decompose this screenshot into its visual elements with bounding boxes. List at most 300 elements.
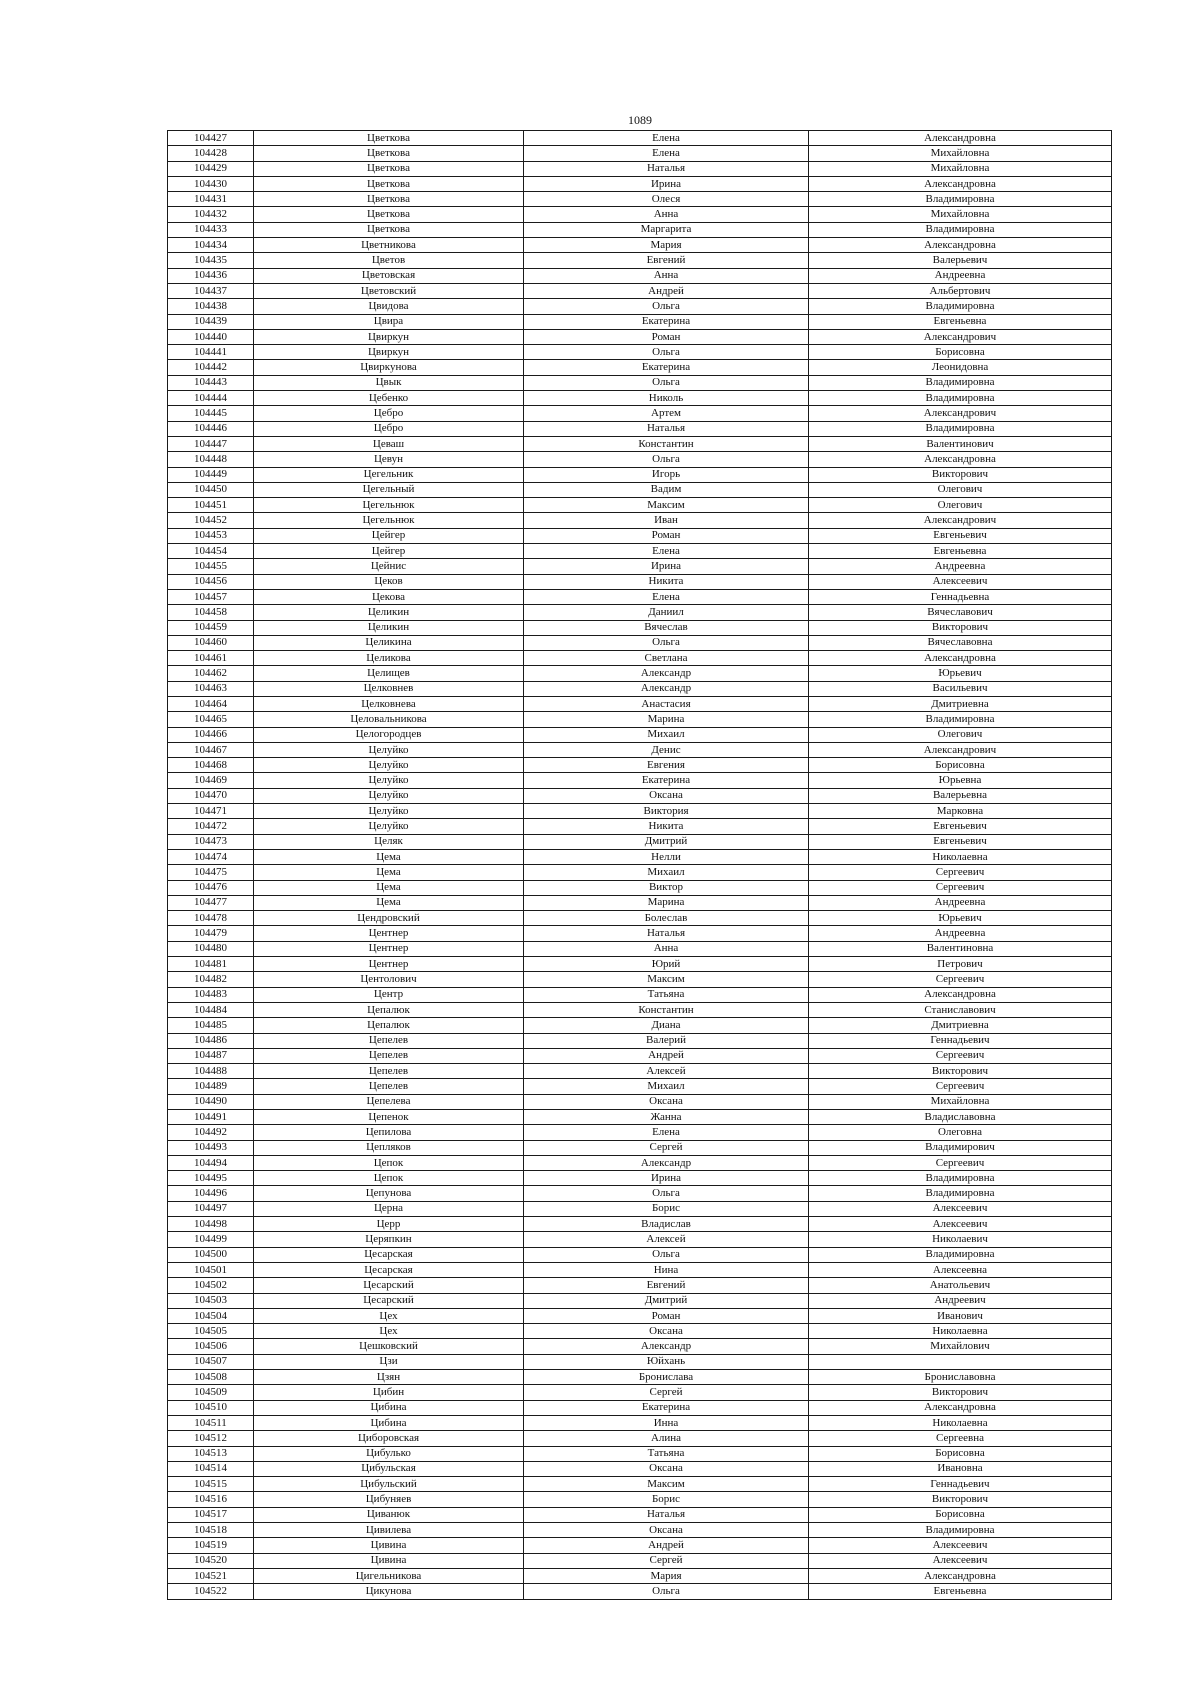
table-row [168, 452, 1112, 467]
table-row [168, 1201, 1112, 1216]
table-row [168, 1308, 1112, 1323]
last-name-cell: Цейнис [254, 559, 524, 574]
table-row [168, 192, 1112, 207]
patronymic-cell: Валентиновна [809, 941, 1112, 956]
last-name-cell: Целогородцев [254, 727, 524, 742]
patronymic-cell: Александровна [809, 176, 1112, 191]
record-id-cell: 104462 [168, 666, 254, 681]
table-row [168, 666, 1112, 681]
record-id-cell: 104515 [168, 1477, 254, 1492]
record-id-cell: 104465 [168, 712, 254, 727]
first-name-cell: Владислав [524, 1217, 809, 1232]
last-name-cell: Цибина [254, 1400, 524, 1415]
table-row [168, 1370, 1112, 1385]
record-id-cell: 104473 [168, 834, 254, 849]
patronymic-cell: Евгеньевна [809, 1584, 1112, 1599]
record-id-cell: 104508 [168, 1370, 254, 1385]
patronymic-cell: Николаевич [809, 1232, 1112, 1247]
record-id-cell: 104486 [168, 1033, 254, 1048]
table-row [168, 1461, 1112, 1476]
record-id-cell: 104447 [168, 436, 254, 451]
first-name-cell: Болеслав [524, 911, 809, 926]
table-row [168, 1140, 1112, 1155]
last-name-cell: Цвидова [254, 299, 524, 314]
table-row [168, 314, 1112, 329]
record-id-cell: 104499 [168, 1232, 254, 1247]
first-name-cell: Алина [524, 1431, 809, 1446]
first-name-cell: Мария [524, 238, 809, 253]
first-name-cell: Константин [524, 1002, 809, 1017]
first-name-cell: Иван [524, 513, 809, 528]
table-row [168, 283, 1112, 298]
last-name-cell: Цибульский [254, 1477, 524, 1492]
last-name-cell: Цветкова [254, 131, 524, 146]
last-name-cell: Цема [254, 895, 524, 910]
record-id-cell: 104463 [168, 681, 254, 696]
table-row [168, 1110, 1112, 1125]
record-id-cell: 104495 [168, 1171, 254, 1186]
last-name-cell: Целикова [254, 651, 524, 666]
patronymic-cell: Васильевич [809, 681, 1112, 696]
table-row [168, 467, 1112, 482]
patronymic-cell: Сергеевна [809, 1431, 1112, 1446]
first-name-cell: Игорь [524, 467, 809, 482]
first-name-cell: Роман [524, 528, 809, 543]
record-id-cell: 104466 [168, 727, 254, 742]
patronymic-cell: Сергеевич [809, 1079, 1112, 1094]
table-row [168, 589, 1112, 604]
record-id-cell: 104432 [168, 207, 254, 222]
patronymic-cell: Владимировна [809, 391, 1112, 406]
last-name-cell: Цема [254, 849, 524, 864]
last-name-cell: Цибулько [254, 1446, 524, 1461]
first-name-cell: Максим [524, 972, 809, 987]
first-name-cell: Жанна [524, 1110, 809, 1125]
last-name-cell: Целикин [254, 605, 524, 620]
first-name-cell: Елена [524, 1125, 809, 1140]
record-id-cell: 104488 [168, 1064, 254, 1079]
last-name-cell: Цех [254, 1308, 524, 1323]
last-name-cell: Цешковский [254, 1339, 524, 1354]
table-row [168, 880, 1112, 895]
table-row [168, 268, 1112, 283]
first-name-cell: Елена [524, 131, 809, 146]
first-name-cell: Максим [524, 1477, 809, 1492]
table-row [168, 421, 1112, 436]
patronymic-cell: Алексеевич [809, 574, 1112, 589]
patronymic-cell: Сергеевич [809, 972, 1112, 987]
record-id-cell: 104479 [168, 926, 254, 941]
patronymic-cell: Викторович [809, 1064, 1112, 1079]
table-row [168, 635, 1112, 650]
table-row [168, 574, 1112, 589]
record-id-cell: 104480 [168, 941, 254, 956]
table-row [168, 360, 1112, 375]
record-id-cell: 104429 [168, 161, 254, 176]
last-name-cell: Цепок [254, 1155, 524, 1170]
first-name-cell: Наталья [524, 1507, 809, 1522]
patronymic-cell: Владимировна [809, 421, 1112, 436]
last-name-cell: Цейгер [254, 528, 524, 543]
table-row [168, 1431, 1112, 1446]
record-id-cell: 104442 [168, 360, 254, 375]
record-id-cell: 104516 [168, 1492, 254, 1507]
first-name-cell: Вадим [524, 482, 809, 497]
patronymic-cell: Александровна [809, 1568, 1112, 1583]
first-name-cell: Даниил [524, 605, 809, 620]
last-name-cell: Цегельный [254, 482, 524, 497]
record-id-cell: 104503 [168, 1293, 254, 1308]
last-name-cell: Цвиркун [254, 329, 524, 344]
first-name-cell: Михаил [524, 1079, 809, 1094]
table-row [168, 819, 1112, 834]
first-name-cell: Александр [524, 681, 809, 696]
patronymic-cell: Сергеевич [809, 865, 1112, 880]
patronymic-cell: Станиславович [809, 1002, 1112, 1017]
table-row [168, 742, 1112, 757]
first-name-cell: Денис [524, 742, 809, 757]
first-name-cell: Анна [524, 268, 809, 283]
record-id-cell: 104509 [168, 1385, 254, 1400]
last-name-cell: Цветкова [254, 222, 524, 237]
last-name-cell: Цветовская [254, 268, 524, 283]
table-row [168, 222, 1112, 237]
record-id-cell: 104518 [168, 1523, 254, 1538]
last-name-cell: Цвиркун [254, 345, 524, 360]
record-id-cell: 104452 [168, 513, 254, 528]
patronymic-cell: Евгеньевич [809, 834, 1112, 849]
first-name-cell: Борис [524, 1492, 809, 1507]
record-id-cell: 104454 [168, 544, 254, 559]
record-id-cell: 104500 [168, 1247, 254, 1262]
last-name-cell: Центнер [254, 941, 524, 956]
record-id-cell: 104490 [168, 1094, 254, 1109]
last-name-cell: Целикин [254, 620, 524, 635]
table-row [168, 1523, 1112, 1538]
record-id-cell: 104506 [168, 1339, 254, 1354]
table-row [168, 1446, 1112, 1461]
last-name-cell: Цегельнюк [254, 513, 524, 528]
table-row [168, 773, 1112, 788]
record-id-cell: 104453 [168, 528, 254, 543]
patronymic-cell: Викторович [809, 467, 1112, 482]
patronymic-cell: Андреевич [809, 1293, 1112, 1308]
first-name-cell: Екатерина [524, 314, 809, 329]
registry-table [167, 130, 1112, 1600]
patronymic-cell: Николаевна [809, 1324, 1112, 1339]
record-id-cell: 104449 [168, 467, 254, 482]
table-row [168, 161, 1112, 176]
patronymic-cell: Алексеевна [809, 1262, 1112, 1277]
record-id-cell: 104474 [168, 849, 254, 864]
record-id-cell: 104448 [168, 452, 254, 467]
table-row [168, 345, 1112, 360]
first-name-cell: Андрей [524, 1048, 809, 1063]
table-row [168, 253, 1112, 268]
record-id-cell: 104467 [168, 742, 254, 757]
table-row [168, 620, 1112, 635]
table-row [168, 865, 1112, 880]
last-name-cell: Цесарский [254, 1293, 524, 1308]
table-row [168, 1293, 1112, 1308]
patronymic-cell: Дмитриевна [809, 696, 1112, 711]
first-name-cell: Андрей [524, 1538, 809, 1553]
record-id-cell: 104501 [168, 1262, 254, 1277]
patronymic-cell [809, 1354, 1112, 1369]
patronymic-cell: Борисовна [809, 345, 1112, 360]
last-name-cell: Церна [254, 1201, 524, 1216]
first-name-cell: Оксана [524, 1461, 809, 1476]
last-name-cell: Цепок [254, 1171, 524, 1186]
first-name-cell: Евгений [524, 253, 809, 268]
table-row [168, 972, 1112, 987]
table-row [168, 528, 1112, 543]
patronymic-cell: Олегович [809, 727, 1112, 742]
record-id-cell: 104438 [168, 299, 254, 314]
record-id-cell: 104507 [168, 1354, 254, 1369]
patronymic-cell: Александровна [809, 1400, 1112, 1415]
last-name-cell: Цзи [254, 1354, 524, 1369]
table-row [168, 1232, 1112, 1247]
record-id-cell: 104476 [168, 880, 254, 895]
record-id-cell: 104504 [168, 1308, 254, 1323]
record-id-cell: 104521 [168, 1568, 254, 1583]
last-name-cell: Цвиркунова [254, 360, 524, 375]
table-row [168, 482, 1112, 497]
first-name-cell: Инна [524, 1415, 809, 1430]
patronymic-cell: Владимировна [809, 192, 1112, 207]
last-name-cell: Цегельнюк [254, 498, 524, 513]
first-name-cell: Ольга [524, 345, 809, 360]
patronymic-cell: Геннадьевна [809, 589, 1112, 604]
first-name-cell: Артем [524, 406, 809, 421]
patronymic-cell: Михайловна [809, 207, 1112, 222]
table-row [168, 1262, 1112, 1277]
patronymic-cell: Алексеевич [809, 1538, 1112, 1553]
patronymic-cell: Петрович [809, 957, 1112, 972]
first-name-cell: Александр [524, 1155, 809, 1170]
last-name-cell: Цепилова [254, 1125, 524, 1140]
first-name-cell: Евгений [524, 1278, 809, 1293]
patronymic-cell: Борисовна [809, 1507, 1112, 1522]
patronymic-cell: Борисовна [809, 758, 1112, 773]
table-row [168, 957, 1112, 972]
record-id-cell: 104434 [168, 238, 254, 253]
last-name-cell: Цепенок [254, 1110, 524, 1125]
last-name-cell: Цепалюк [254, 1002, 524, 1017]
last-name-cell: Цепелева [254, 1094, 524, 1109]
record-id-cell: 104513 [168, 1446, 254, 1461]
table-row [168, 1553, 1112, 1568]
table-row [168, 941, 1112, 956]
last-name-cell: Циванюк [254, 1507, 524, 1522]
patronymic-cell: Александрович [809, 513, 1112, 528]
patronymic-cell: Андреевна [809, 926, 1112, 941]
patronymic-cell: Владимировна [809, 1171, 1112, 1186]
first-name-cell: Евгения [524, 758, 809, 773]
first-name-cell: Дмитрий [524, 1293, 809, 1308]
table-row [168, 1339, 1112, 1354]
first-name-cell: Александр [524, 1339, 809, 1354]
record-id-cell: 104487 [168, 1048, 254, 1063]
record-id-cell: 104497 [168, 1201, 254, 1216]
first-name-cell: Татьяна [524, 1446, 809, 1461]
last-name-cell: Целуйко [254, 773, 524, 788]
last-name-cell: Цивина [254, 1553, 524, 1568]
table-row [168, 238, 1112, 253]
first-name-cell: Анна [524, 941, 809, 956]
last-name-cell: Цепелев [254, 1079, 524, 1094]
first-name-cell: Нина [524, 1262, 809, 1277]
first-name-cell: Ирина [524, 176, 809, 191]
patronymic-cell: Владимировна [809, 222, 1112, 237]
table-row [168, 1492, 1112, 1507]
table-row [168, 1186, 1112, 1201]
table-row [168, 1538, 1112, 1553]
patronymic-cell: Анатольевич [809, 1278, 1112, 1293]
patronymic-cell: Михайловна [809, 161, 1112, 176]
last-name-cell: Цебро [254, 406, 524, 421]
last-name-cell: Цепалюк [254, 1018, 524, 1033]
last-name-cell: Цибуняев [254, 1492, 524, 1507]
first-name-cell: Марина [524, 712, 809, 727]
first-name-cell: Андрей [524, 283, 809, 298]
first-name-cell: Константин [524, 436, 809, 451]
first-name-cell: Наталья [524, 926, 809, 941]
record-id-cell: 104482 [168, 972, 254, 987]
last-name-cell: Целищев [254, 666, 524, 681]
last-name-cell: Цебро [254, 421, 524, 436]
first-name-cell: Светлана [524, 651, 809, 666]
record-id-cell: 104430 [168, 176, 254, 191]
table-row [168, 758, 1112, 773]
first-name-cell: Екатерина [524, 773, 809, 788]
patronymic-cell: Евгеньевна [809, 314, 1112, 329]
record-id-cell: 104496 [168, 1186, 254, 1201]
patronymic-cell: Алексеевич [809, 1217, 1112, 1232]
record-id-cell: 104433 [168, 222, 254, 237]
patronymic-cell: Валерьевич [809, 253, 1112, 268]
last-name-cell: Цема [254, 865, 524, 880]
first-name-cell: Оксана [524, 788, 809, 803]
patronymic-cell: Михайлович [809, 1339, 1112, 1354]
patronymic-cell: Владимировна [809, 375, 1112, 390]
table-row [168, 605, 1112, 620]
last-name-cell: Цигельникова [254, 1568, 524, 1583]
last-name-cell: Цибульская [254, 1461, 524, 1476]
patronymic-cell: Юрьевич [809, 911, 1112, 926]
last-name-cell: Цендровский [254, 911, 524, 926]
last-name-cell: Цивилева [254, 1523, 524, 1538]
first-name-cell: Валерий [524, 1033, 809, 1048]
patronymic-cell: Александрович [809, 742, 1112, 757]
first-name-cell: Виктория [524, 804, 809, 819]
patronymic-cell: Марковна [809, 804, 1112, 819]
first-name-cell: Маргарита [524, 222, 809, 237]
table-row [168, 1278, 1112, 1293]
patronymic-cell: Владиславовна [809, 1110, 1112, 1125]
record-id-cell: 104435 [168, 253, 254, 268]
table-row [168, 1507, 1112, 1522]
patronymic-cell: Сергеевич [809, 880, 1112, 895]
last-name-cell: Цветкова [254, 161, 524, 176]
table-row [168, 804, 1112, 819]
record-id-cell: 104455 [168, 559, 254, 574]
patronymic-cell: Сергеевич [809, 1155, 1112, 1170]
record-id-cell: 104464 [168, 696, 254, 711]
last-name-cell: Цекова [254, 589, 524, 604]
first-name-cell: Виктор [524, 880, 809, 895]
table-row [168, 1568, 1112, 1583]
first-name-cell: Ирина [524, 1171, 809, 1186]
table-row [168, 1415, 1112, 1430]
record-id-cell: 104478 [168, 911, 254, 926]
first-name-cell: Оксана [524, 1094, 809, 1109]
last-name-cell: Центр [254, 987, 524, 1002]
first-name-cell: Оксана [524, 1324, 809, 1339]
last-name-cell: Цибина [254, 1415, 524, 1430]
record-id-cell: 104481 [168, 957, 254, 972]
record-id-cell: 104472 [168, 819, 254, 834]
table-row [168, 727, 1112, 742]
table-row [168, 1400, 1112, 1415]
first-name-cell: Мария [524, 1568, 809, 1583]
first-name-cell: Роман [524, 329, 809, 344]
record-id-cell: 104491 [168, 1110, 254, 1125]
first-name-cell: Ольга [524, 1584, 809, 1599]
patronymic-cell: Николаевна [809, 849, 1112, 864]
table-row [168, 146, 1112, 161]
record-id-cell: 104471 [168, 804, 254, 819]
record-id-cell: 104522 [168, 1584, 254, 1599]
table-row [168, 299, 1112, 314]
record-id-cell: 104485 [168, 1018, 254, 1033]
last-name-cell: Цех [254, 1324, 524, 1339]
last-name-cell: Цикунова [254, 1584, 524, 1599]
first-name-cell: Ольга [524, 452, 809, 467]
last-name-cell: Цветкова [254, 192, 524, 207]
patronymic-cell: Сергеевич [809, 1048, 1112, 1063]
patronymic-cell: Вячеславович [809, 605, 1112, 620]
last-name-cell: Цесарская [254, 1262, 524, 1277]
patronymic-cell: Брониславовна [809, 1370, 1112, 1385]
record-id-cell: 104475 [168, 865, 254, 880]
patronymic-cell: Геннадьевич [809, 1033, 1112, 1048]
patronymic-cell: Александровна [809, 651, 1112, 666]
patronymic-cell: Валерьевна [809, 788, 1112, 803]
last-name-cell: Церяпкин [254, 1232, 524, 1247]
last-name-cell: Целуйко [254, 742, 524, 757]
record-id-cell: 104519 [168, 1538, 254, 1553]
first-name-cell: Николь [524, 391, 809, 406]
table-row [168, 1324, 1112, 1339]
record-id-cell: 104511 [168, 1415, 254, 1430]
last-name-cell: Центнер [254, 957, 524, 972]
record-id-cell: 104492 [168, 1125, 254, 1140]
record-id-cell: 104436 [168, 268, 254, 283]
table-row [168, 926, 1112, 941]
last-name-cell: Цепляков [254, 1140, 524, 1155]
patronymic-cell: Юрьевич [809, 666, 1112, 681]
last-name-cell: Цепунова [254, 1186, 524, 1201]
table-row [168, 651, 1112, 666]
record-id-cell: 104512 [168, 1431, 254, 1446]
table-row [168, 1033, 1112, 1048]
last-name-cell: Целуйко [254, 819, 524, 834]
table-row [168, 1477, 1112, 1492]
patronymic-cell: Владимирович [809, 1140, 1112, 1155]
record-id-cell: 104484 [168, 1002, 254, 1017]
